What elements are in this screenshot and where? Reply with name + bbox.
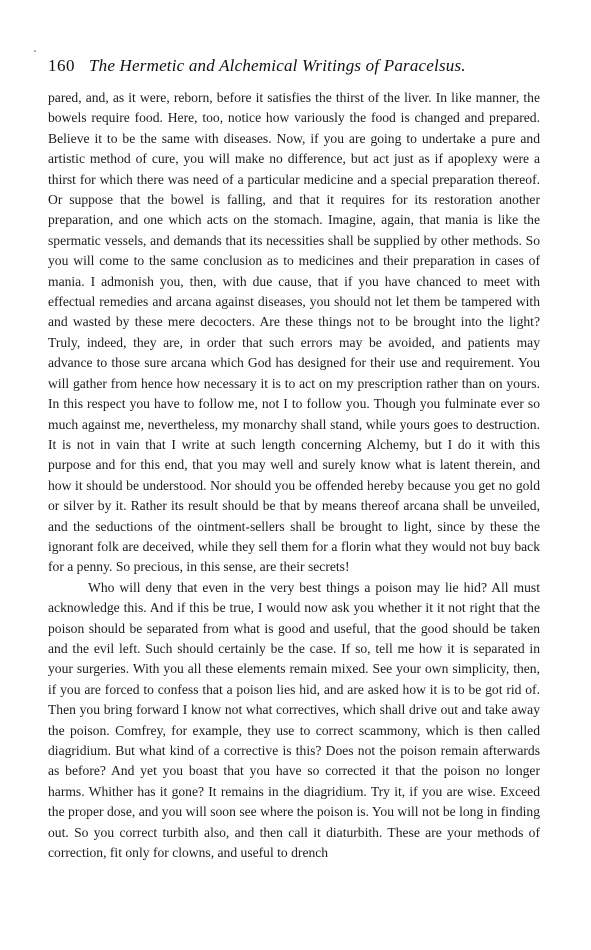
page-number: 160 bbox=[48, 56, 75, 75]
body-text bbox=[48, 88, 540, 863]
paragraph-1: pared, and, as it were, reborn, before it satisfies the thirst of the liver. In like manner, the bowels require food. Here, too, notice how variously the food is changed and prepared. Believe it to be the same with diseases. Now, if you are going to undertake a pure and artistic method of cure, you will make no difference, but act just as if apoplexy were a thirst for which there was need of a particular medicine and a special preparation thereof. Or suppose that the bowel is falling, and that it requires for its restoration another preparation, and one which acts on the stomach. Imagine, again, that mania is like the spermatic vessels, and demands that its necessities shall be supplied by other methods. So you will come to the same conclusion as to medicines and their preparation in cases of mania. I admonish you, then, with due cause, that if you have chanced to meet with effectual remedies and arcana against diseases, you should not let them be tampered with and wasted by these mere decocters. Are these things not to be brought into the light? Truly, indeed, they are, in order that such errors may be avoided, and patients may advance to those sure arcana which God has designed for their use and requirement. You will gather from hence how necessary it is to act on my prescription rather than on yours. In this respect you have to follow me, not I to follow you. Though you fulminate ever so much against me, nevertheless, my monarchy shall stand, while yours goes to destruction. It is not in vain that I write at such length concerning Alchemy, but I do it with this purpose and for this end, that you may well and surely know what is latent therein, and how it should be understood. Nor should you be offended hereby because you get no gold or silver by it. Rather its result should be that by means thereof arcana shall be unveiled, and the seductions of the ointment-sellers shall be brought to light, since by these the ignorant folk are deceived, while they sell them for a florin what they would not buy back for a penny. So precious, in this sense, are their secrets! bbox=[48, 90, 540, 575]
page-header bbox=[48, 56, 548, 76]
margin-mark bbox=[34, 50, 36, 52]
paragraph-2: Who will deny that even in the very best things a poison may lie hid? All must acknowledge this. And if this be true, I would now ask you whether it it not right that the poison should be separated from what is good and useful, that the good should be taken and the evil left. Such should certainly be the case. If so, tell me how it is separated in your surgeries. With you all these elements remain mixed. See your own simplicity, then, if you are forced to confess that a poison lies hid, and are asked how it is to be got rid of. Then you bring forward I know not what correctives, which shall drive out and take away the poison. Comfrey, for example, they use to correct scammony, which is then called diagridium. But what kind of a corrective is this? Does not the poison remain afterwards as before? And yet you boast that you have so corrected it that the poison no longer harms. Whither has it gone? It remains in the diagridium. Try it, if you are wise. Exceed the proper dose, and you will soon see where the poison is. You will not be long in finding out. So you correct turbith also, and then call it diaturbith. These are your methods of correction, fit only for clowns, and useful to drench bbox=[48, 579, 540, 861]
running-title: The Hermetic and Alchemical Writings of Paracelsus. bbox=[89, 56, 466, 75]
